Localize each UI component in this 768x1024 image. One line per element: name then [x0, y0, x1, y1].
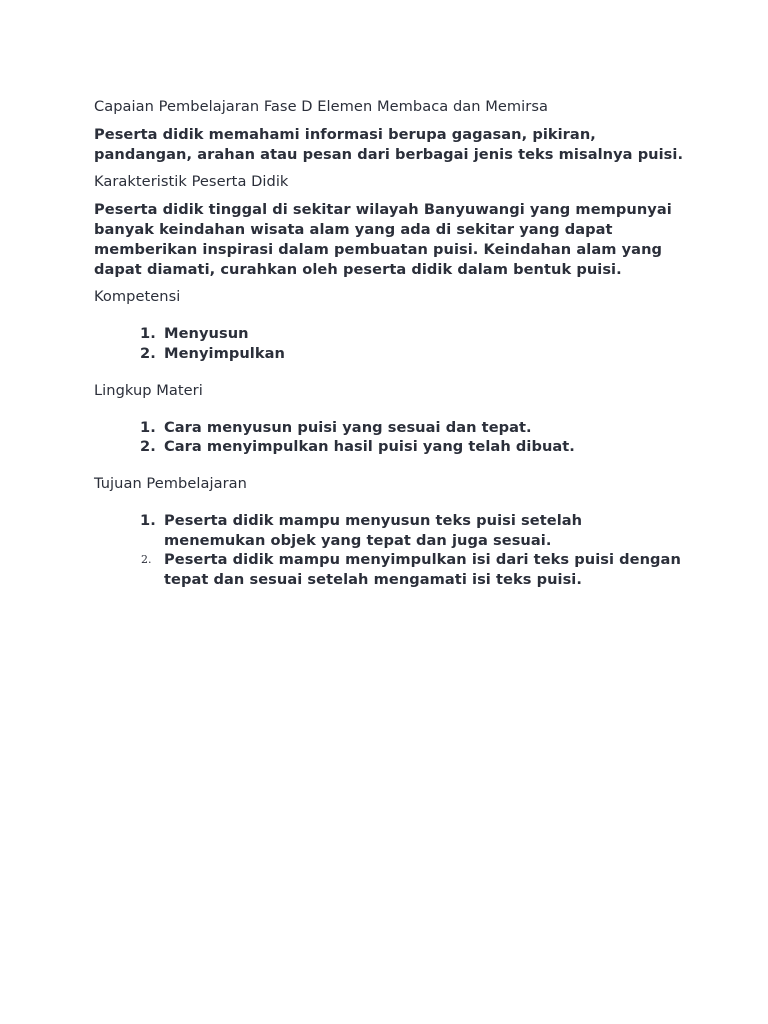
document-content: [94, 97, 684, 590]
list-item: [94, 324, 684, 344]
list-number: 2.: [140, 344, 156, 362]
list-number: 2.: [141, 553, 152, 567]
list-item: [94, 344, 684, 364]
list-item: [94, 550, 684, 589]
list-item-text: Peserta didik mampu menyimpulkan isi dari teks puisi dengan tepat dan sesuai setelah mengamati isi teks puisi.: [164, 551, 681, 589]
list-kompetensi: [94, 324, 684, 363]
list-item-text: Peserta didik mampu menyusun teks puisi setelah menemukan objek yang tepat dan juga sesuai.: [164, 512, 583, 549]
list-item-text: Menyimpulkan: [164, 344, 285, 362]
heading-capaian: Capaian Pembelajaran Fase D Elemen Membaca dan Memirsa: [94, 98, 548, 115]
list-number: 1.: [140, 512, 156, 530]
heading-lingkup-materi: Lingkup Materi: [94, 381, 203, 399]
heading-kompetensi: Kompetensi: [94, 288, 181, 306]
paragraph-karakteristik: Peserta didik tinggal di sekitar wilayah Banyuwangi yang mempunyai banyak keindahan wisata alam yang ada di sekitar yang dapat memberikan inspirasi dalam pembuatan puisi. Keindahan alam yang dapat diamati, curahkan oleh peserta didik dalam bentuk puisi.: [94, 201, 672, 278]
list-item-text: Cara menyusun puisi yang sesuai dan tepat.: [164, 418, 532, 436]
paragraph-capaian: Peserta didik memahami informasi berupa gagasan, pikiran, pandangan, arahan atau pesan dari berbagai jenis teks misalnya puisi.: [94, 126, 684, 163]
list-number: 2.: [140, 438, 156, 456]
heading-karakteristik: Karakteristik Peserta Didik: [94, 173, 289, 191]
list-item: [94, 437, 684, 457]
heading-tujuan-pembelajaran: Tujuan Pembelajaran: [94, 475, 247, 493]
list-item: [94, 418, 684, 438]
list-number: 1.: [140, 418, 156, 436]
list-item-text: Cara menyimpulkan hasil puisi yang telah dibuat.: [164, 438, 575, 456]
list-tujuan-pembelajaran: [94, 511, 684, 590]
list-number: 1.: [140, 325, 156, 343]
list-item-text: Menyusun: [164, 325, 249, 343]
list-lingkup-materi: [94, 418, 684, 457]
list-item: [94, 511, 684, 550]
